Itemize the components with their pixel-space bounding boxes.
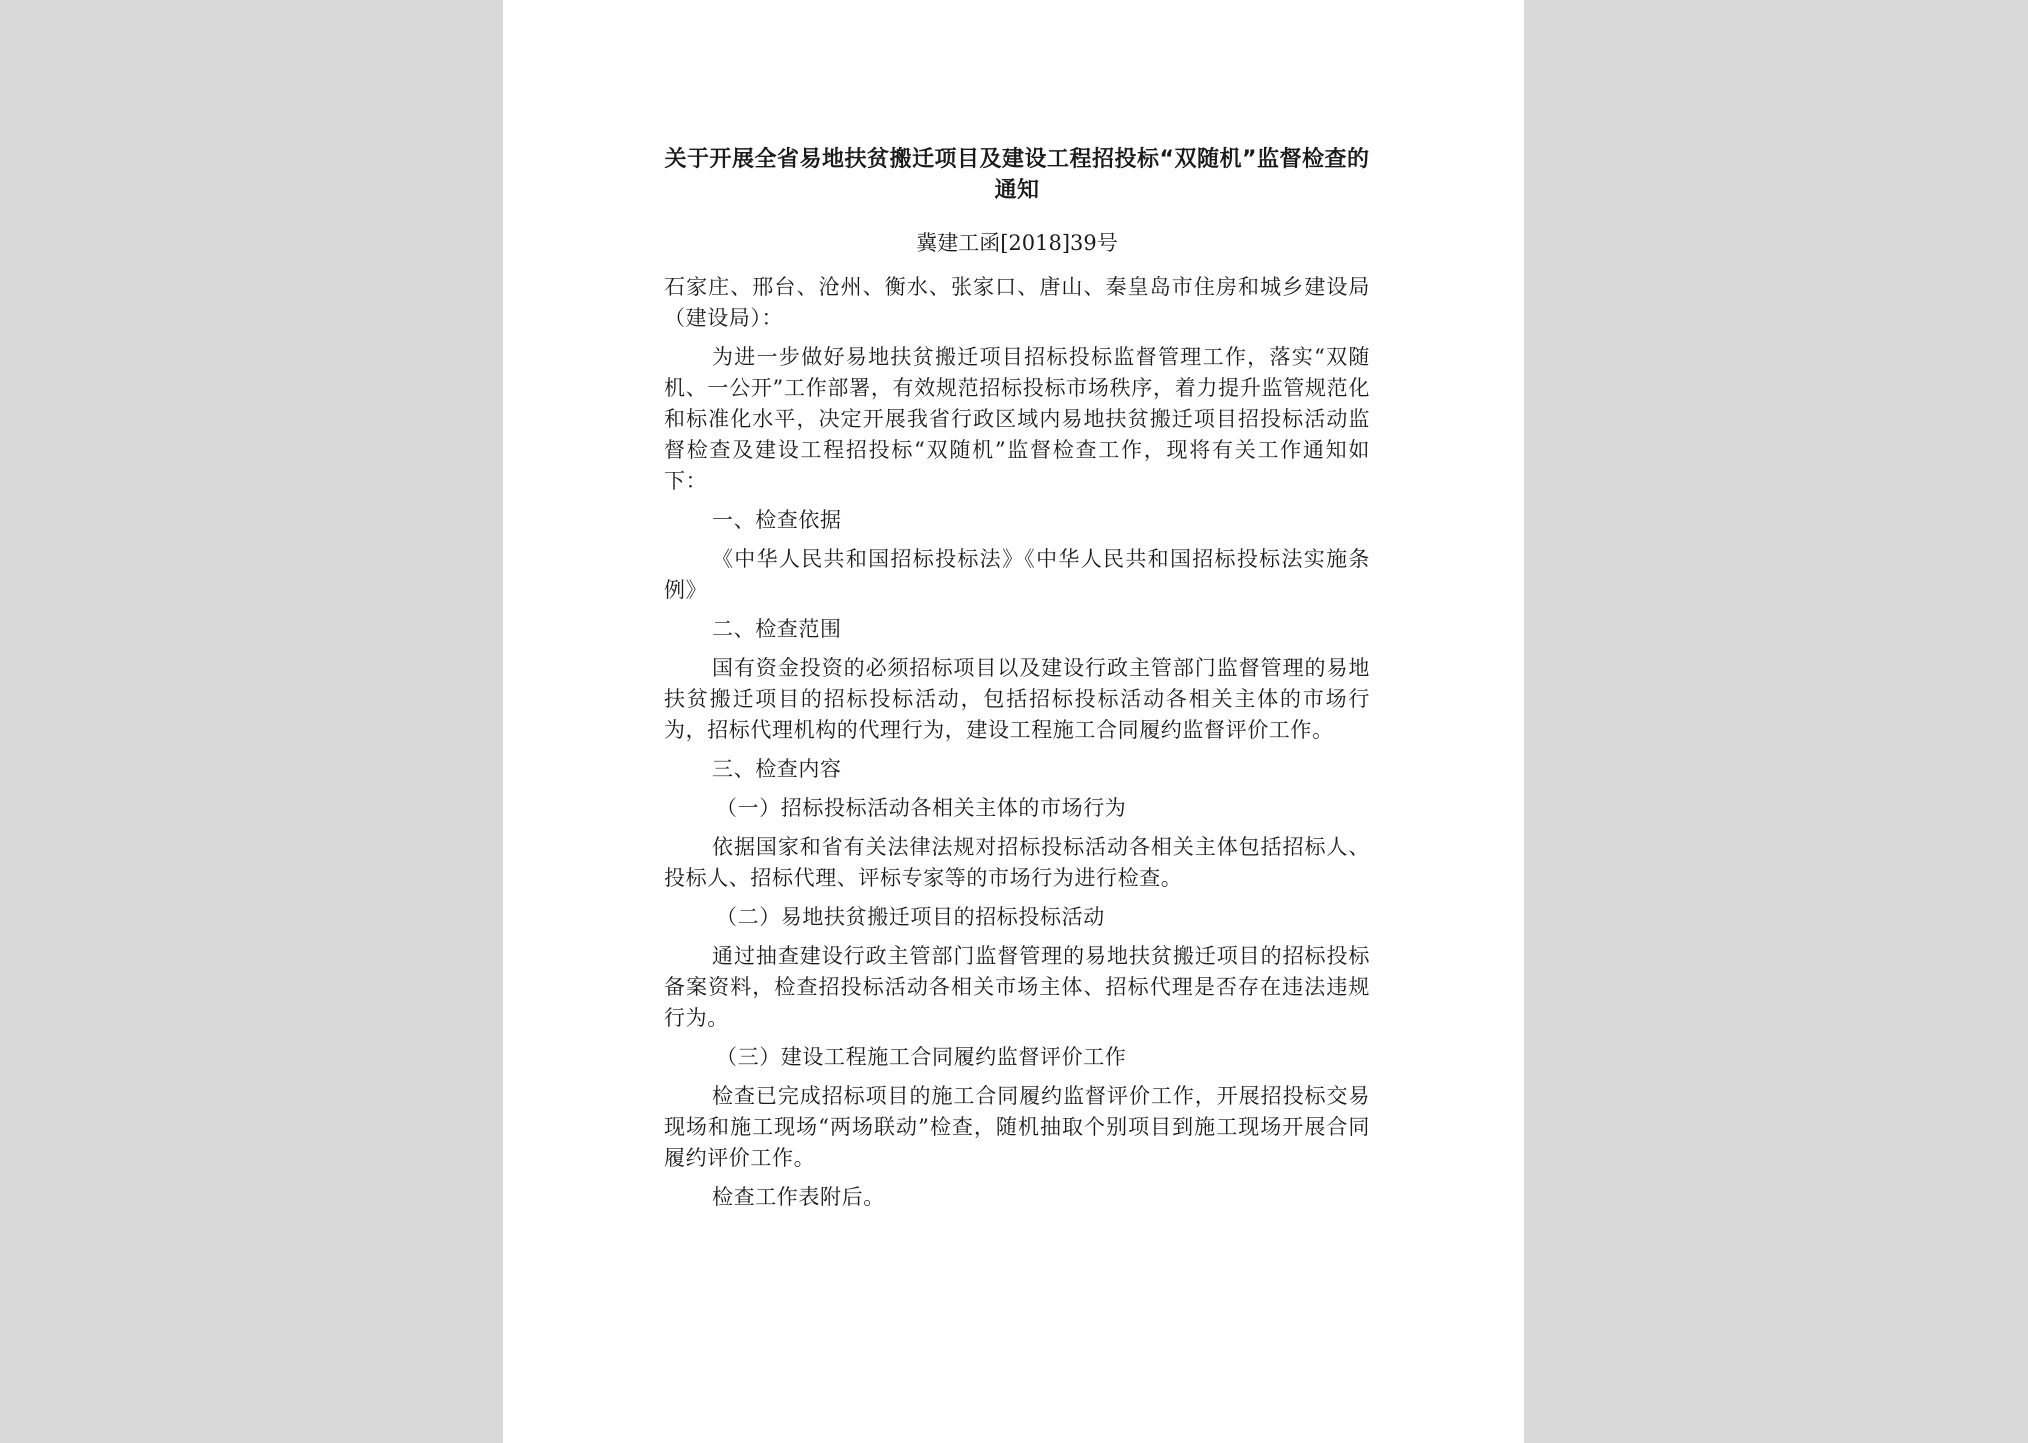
document-title: 关于开展全省易地扶贫搬迁项目及建设工程招投标“双随机”监督检查的通知 (664, 147, 1370, 203)
subsection-heading-contract-evaluation: （三）建设工程施工合同履约监督评价工作 (716, 1045, 1127, 1069)
document-page (503, 0, 1524, 1443)
section-heading-scope: 二、检查范围 (712, 617, 842, 641)
subsection-body-contract-evaluation: 检查已完成招标项目的施工合同履约监督评价工作，开展招投标交易现场和施工现场“两场联动”检查，随机抽取个别项目到施工现场开展合同履约评价工作。 (664, 1084, 1370, 1170)
document-content (664, 144, 1370, 1221)
subsection-heading-relocation-bidding: （二）易地扶贫搬迁项目的招标投标活动 (716, 905, 1105, 929)
section-body-scope: 国有资金投资的必须招标项目以及建设行政主管部门监督管理的易地扶贫搬迁项目的招标投标活动，包括招标投标活动各相关主体的市场行为，招标代理机构的代理行为，建设工程施工合同履约监督评价工作。 (664, 656, 1370, 742)
salutation: 石家庄、邢台、沧州、衡水、张家口、唐山、秦皇岛市住房和城乡建设局（建设局）： (664, 275, 1370, 330)
subsection-heading-market-behavior: （一）招标投标活动各相关主体的市场行为 (716, 796, 1127, 820)
intro-paragraph: 为进一步做好易地扶贫搬迁项目招标投标监督管理工作，落实“双随机、一公开”工作部署，有效规范招标投标市场秩序，着力提升监管规范化和标准化水平，决定开展我省行政区域内易地扶贫搬迁项目招投标活动监督检查及建设工程招投标“双随机”监督检查工作，现将有关工作通知如下： (664, 345, 1370, 493)
subsection-body-market-behavior: 依据国家和省有关法律法规对招标投标活动各相关主体包括招标人、投标人、招标代理、评标专家等的市场行为进行检查。 (664, 835, 1370, 890)
section-heading-basis: 一、检查依据 (712, 508, 842, 532)
section-body-basis: 《中华人民共和国招标投标法》《中华人民共和国招标投标法实施条例》 (664, 547, 1370, 602)
subsection-body-relocation-bidding: 通过抽查建设行政主管部门监督管理的易地扶贫搬迁项目的招标投标备案资料，检查招投标活动各相关市场主体、招标代理是否存在违法违规行为。 (664, 944, 1370, 1030)
document-number: 冀建工函[2018]39号 (916, 231, 1118, 255)
section-heading-content: 三、检查内容 (712, 757, 842, 781)
closing-line: 检查工作表附后。 (712, 1185, 885, 1209)
